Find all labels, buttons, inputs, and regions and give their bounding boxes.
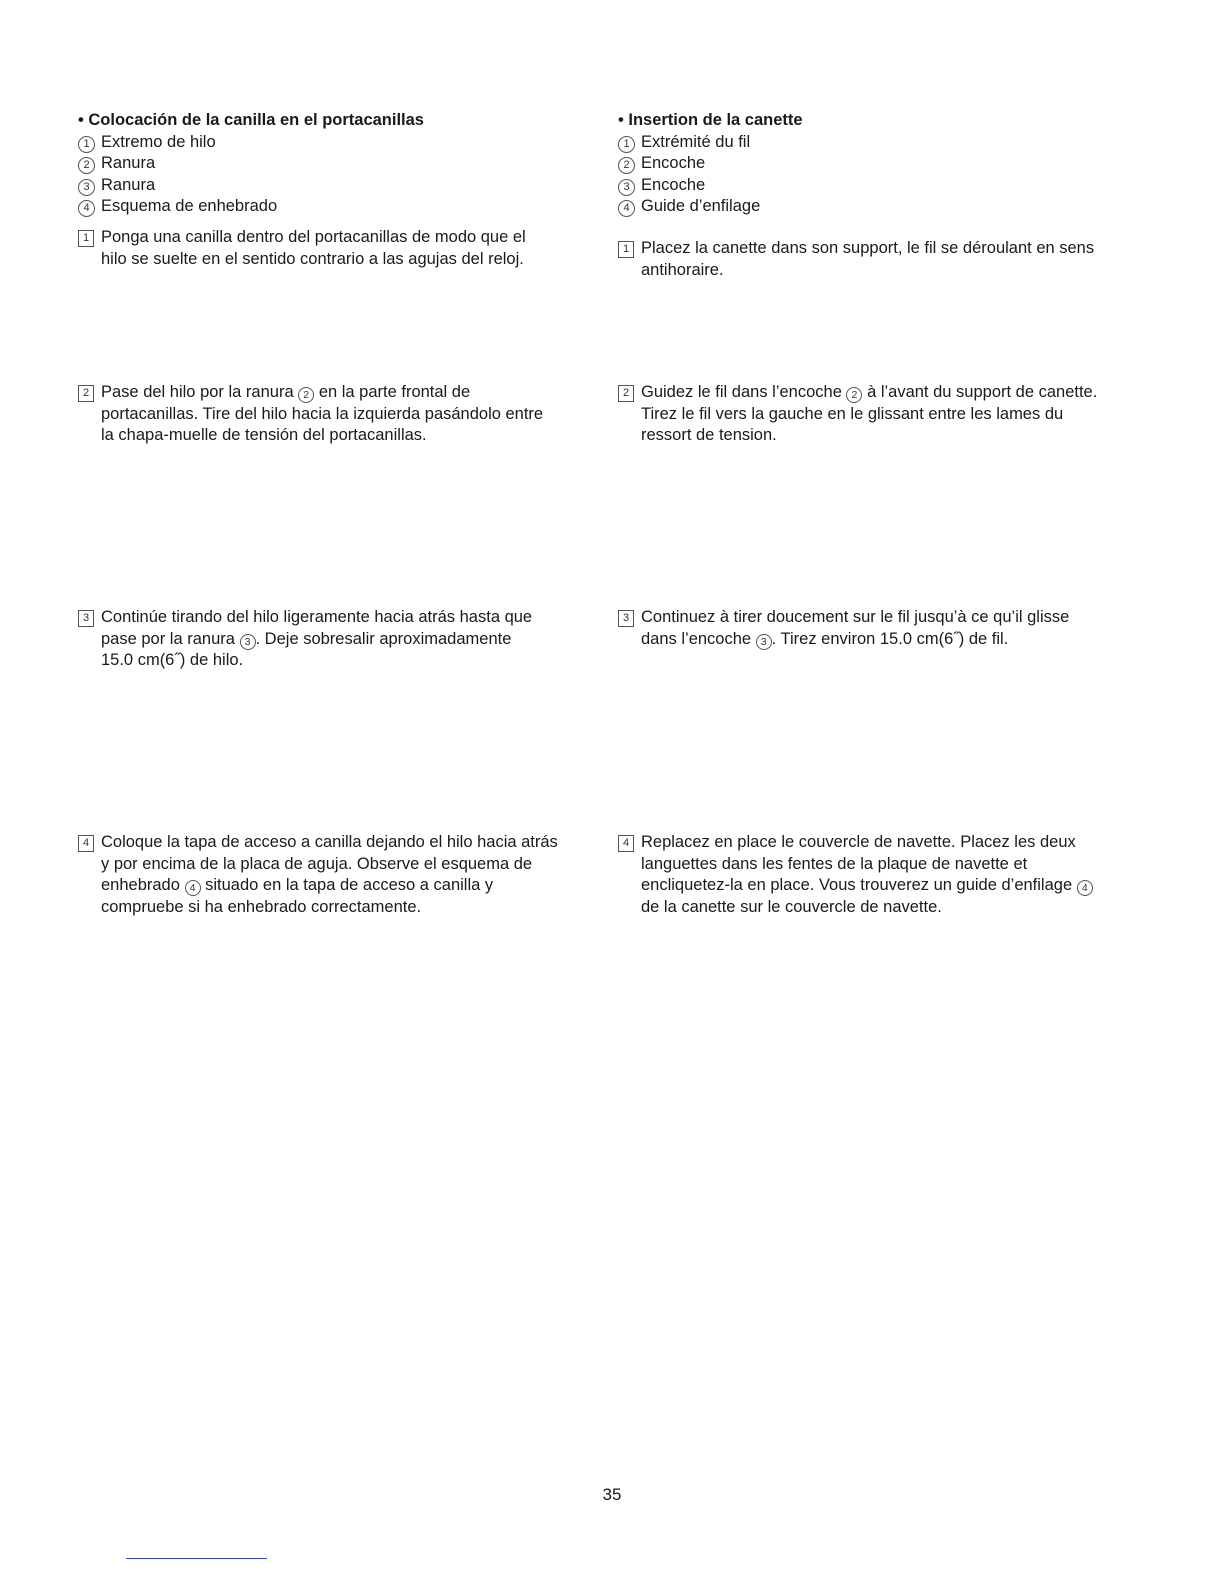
step-text [641, 607, 1069, 650]
step-text [101, 832, 558, 918]
part-label: Encoche [641, 175, 706, 194]
text-line: Continuez à tirer doucement sur le fil jusqu’à ce qu’il glisse [641, 608, 1070, 626]
text-line: hilo se suelte en el sentido contrario a las agujas del reloj. [101, 249, 524, 268]
spanish-step-3 [78, 607, 638, 672]
spanish-step-2 [78, 382, 638, 447]
step-text [101, 607, 532, 672]
part-number-badge: 1 [78, 136, 95, 153]
callout-reference: 3 [756, 634, 772, 650]
text-line: Guidez le fil dans l’encoche 2 à l’avant du support de canette. [641, 383, 1098, 401]
step-text [101, 382, 543, 447]
callout-reference: 4 [1077, 880, 1093, 896]
page-number: 35 [602, 1485, 622, 1504]
text-line: ressort de tension. [641, 426, 777, 444]
callout-reference: 2 [846, 387, 862, 403]
part-label: Ranura [101, 154, 156, 172]
part-label: Guide d’enfilage [641, 197, 761, 215]
parts-list-item [78, 132, 638, 154]
part-label: Esquema de enhebrado [101, 197, 278, 215]
text-line: Placez la canette dans son support, le fil se déroulant en sens [641, 239, 1095, 257]
text-line: Tirez le fil vers la gauche en le glissant entre les lames du [641, 404, 1064, 423]
french-step-4 [618, 832, 1178, 918]
text-line: la chapa-muelle de tensión del portacanillas. [101, 426, 427, 444]
parts-list-item [78, 153, 638, 175]
text-line: enhebrado 4 situado en la tapa de acceso a canilla y [101, 876, 494, 894]
part-number-badge: 3 [618, 179, 635, 196]
part-number-badge: 4 [78, 200, 95, 217]
step-number-box: 3 [618, 610, 634, 627]
text-line: Coloque la tapa de acceso a canilla dejando el hilo hacia atrás [101, 833, 558, 851]
step-number-box: 1 [78, 230, 94, 247]
callout-reference: 3 [240, 634, 256, 650]
step-number-box: 3 [78, 610, 94, 627]
text-line: 15.0 cm(6˝) de hilo. [101, 651, 244, 669]
parts-list-item [618, 196, 1178, 218]
french-step-1 [618, 238, 1178, 281]
text-line: portacanillas. Tire del hilo hacia la izquierda pasándolo entre [101, 404, 544, 423]
part-number-badge: 2 [78, 157, 95, 174]
parts-list-item [618, 175, 1178, 197]
step-number-box: 2 [618, 385, 634, 402]
footer-rule [126, 1558, 267, 1559]
step-number-box: 4 [618, 835, 634, 852]
spanish-column [78, 110, 638, 218]
step-text [641, 382, 1097, 447]
callout-reference: 4 [185, 880, 201, 896]
part-label: Encoche [641, 154, 706, 172]
spanish-heading: • Colocación de la canilla en el portacanillas [78, 111, 424, 129]
text-line: dans l’encoche 3 . Tirez environ 15.0 cm(6˝) de fil. [641, 629, 1009, 648]
part-number-badge: 2 [618, 157, 635, 174]
step-text [101, 227, 526, 270]
parts-list-item [618, 153, 1178, 175]
text-line: encliquetez-la en place. Vous trouverez un guide d’enfilage 4 [641, 875, 1093, 897]
text-line: pase por la ranura 3 . Deje sobresalir aproximadamente [101, 629, 512, 648]
text-line: y por encima de la placa de aguja. Observe el esquema de [101, 854, 533, 873]
part-label: Extrémité du fil [641, 132, 751, 151]
french-step-3 [618, 607, 1178, 650]
parts-list-item [618, 132, 1178, 154]
step-number-box: 1 [618, 241, 634, 258]
french-step-2 [618, 382, 1178, 447]
text-line: Ponga una canilla dentro del portacanillas de modo que el [101, 228, 526, 246]
callout-reference: 2 [298, 387, 314, 403]
step-text [641, 832, 1093, 918]
text-line: compruebe si ha enhebrado correctamente. [101, 897, 422, 916]
part-label: Ranura [101, 175, 156, 194]
french-column [618, 110, 1178, 218]
part-label: Extremo de hilo [101, 132, 216, 151]
parts-list-item [78, 175, 638, 197]
text-line: languettes dans les fentes de la plaque de navette et [641, 854, 1028, 873]
french-heading: • Insertion de la canette [618, 111, 803, 129]
spanish-step-1 [78, 227, 638, 270]
step-number-box: 4 [78, 835, 94, 852]
step-text [641, 238, 1094, 281]
text-line: Pase del hilo por la ranura 2 en la parte frontal de [101, 383, 471, 401]
spanish-step-4 [78, 832, 638, 918]
text-line: antihoraire. [641, 260, 724, 279]
part-number-badge: 3 [78, 179, 95, 196]
text-line: Continúe tirando del hilo ligeramente hacia atrás hasta que [101, 608, 533, 626]
part-number-badge: 1 [618, 136, 635, 153]
text-line: Replacez en place le couvercle de navette. Placez les deux [641, 833, 1076, 851]
text-line: de la canette sur le couvercle de navette. [641, 897, 942, 916]
part-number-badge: 4 [618, 200, 635, 217]
parts-list-item [78, 196, 638, 218]
step-number-box: 2 [78, 385, 94, 402]
